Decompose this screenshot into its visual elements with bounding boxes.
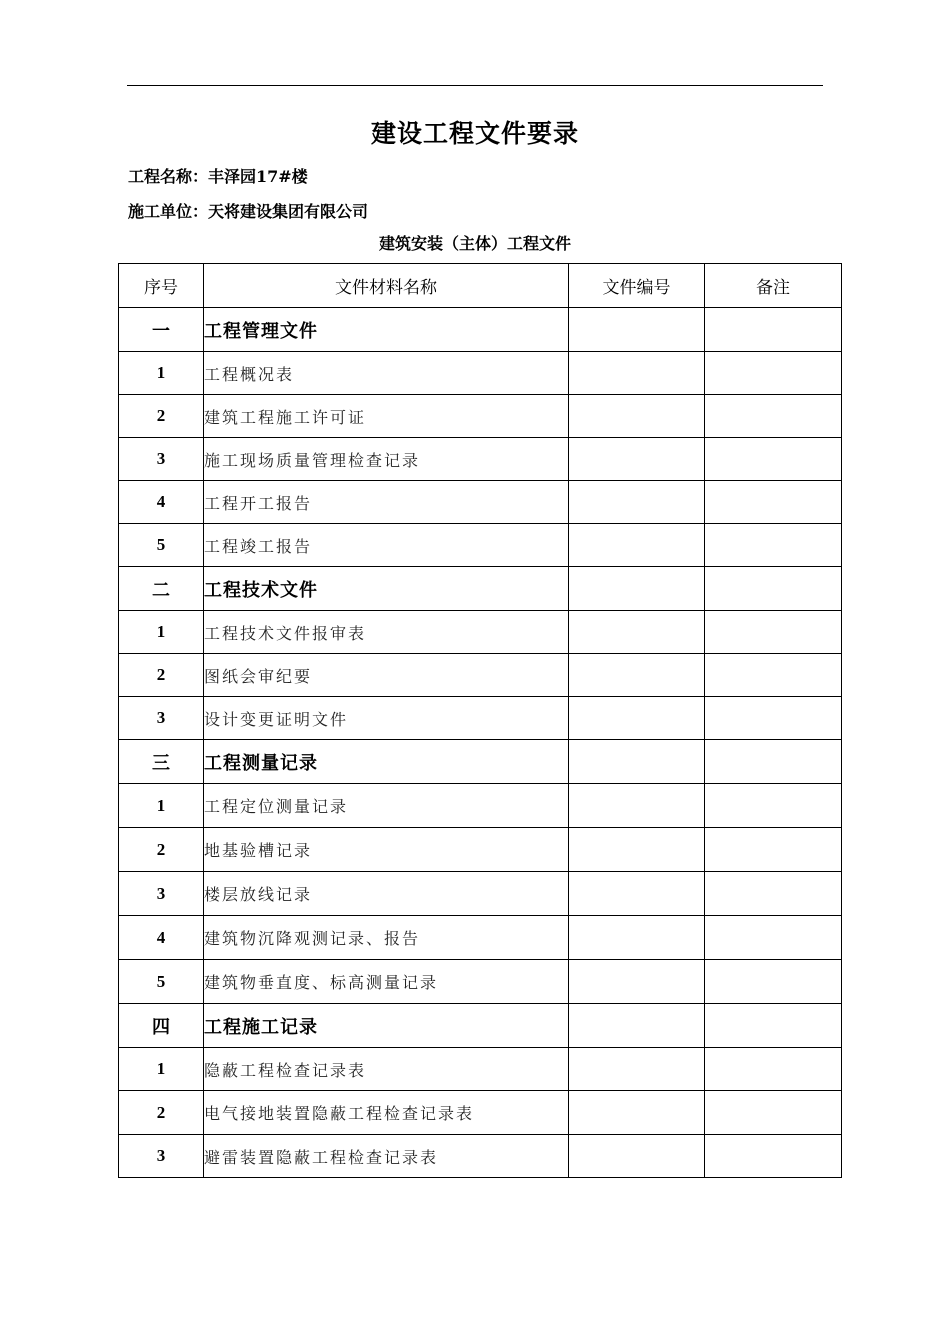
file-code-cell <box>569 438 705 481</box>
table-row <box>119 395 842 438</box>
file-code-cell <box>569 481 705 524</box>
table-header-row <box>119 264 842 308</box>
note-cell <box>705 567 842 611</box>
note-cell <box>705 481 842 524</box>
note-cell <box>705 1091 842 1135</box>
row-number: 1 <box>119 352 204 395</box>
header-file-code: 文件编号 <box>569 264 705 308</box>
note-cell <box>705 352 842 395</box>
table-row <box>119 438 842 481</box>
row-number: 一 <box>119 308 204 352</box>
row-number: 3 <box>119 438 204 481</box>
row-number: 1 <box>119 611 204 654</box>
file-name-cell: 工程施工记录 <box>204 1004 569 1048</box>
table-row <box>119 1091 842 1135</box>
note-cell <box>705 784 842 828</box>
note-cell <box>705 1048 842 1091</box>
row-number: 2 <box>119 395 204 438</box>
file-code-cell <box>569 1135 705 1178</box>
file-code-cell <box>569 352 705 395</box>
file-code-cell <box>569 697 705 740</box>
row-number: 四 <box>119 1004 204 1048</box>
file-code-cell <box>569 872 705 916</box>
note-cell <box>705 828 842 872</box>
header-rule <box>127 85 823 86</box>
table-row <box>119 1048 842 1091</box>
note-cell <box>705 524 842 567</box>
file-name-cell: 图纸会审纪要 <box>204 654 569 697</box>
row-number: 3 <box>119 1135 204 1178</box>
file-name-cell: 建筑物沉降观测记录、报告 <box>204 916 569 960</box>
table-row <box>119 654 842 697</box>
file-code-cell <box>569 567 705 611</box>
header-file-name: 文件材料名称 <box>204 264 569 308</box>
file-name-cell: 工程竣工报告 <box>204 524 569 567</box>
row-number: 二 <box>119 567 204 611</box>
file-name-cell: 楼层放线记录 <box>204 872 569 916</box>
header-number: 序号 <box>119 264 204 308</box>
table-row <box>119 481 842 524</box>
row-number: 2 <box>119 828 204 872</box>
row-number: 5 <box>119 960 204 1004</box>
file-code-cell <box>569 654 705 697</box>
section-row <box>119 308 842 352</box>
table-row <box>119 828 842 872</box>
section-row <box>119 567 842 611</box>
note-cell <box>705 1135 842 1178</box>
file-list-table <box>118 263 842 1178</box>
row-number: 三 <box>119 740 204 784</box>
table-row <box>119 960 842 1004</box>
file-name-cell: 工程管理文件 <box>204 308 569 352</box>
row-number: 4 <box>119 916 204 960</box>
row-number: 4 <box>119 481 204 524</box>
row-number: 2 <box>119 654 204 697</box>
note-cell <box>705 916 842 960</box>
file-code-cell <box>569 960 705 1004</box>
row-number: 1 <box>119 1048 204 1091</box>
file-name-cell: 工程技术文件报审表 <box>204 611 569 654</box>
file-name-cell: 工程测量记录 <box>204 740 569 784</box>
file-name-cell: 工程定位测量记录 <box>204 784 569 828</box>
table-body <box>119 308 842 1178</box>
table-subtitle: 建筑安装（主体）工程文件 <box>378 234 571 253</box>
file-name-cell: 建筑工程施工许可证 <box>204 395 569 438</box>
file-name-cell: 工程技术文件 <box>204 567 569 611</box>
note-cell <box>705 872 842 916</box>
row-number: 2 <box>119 1091 204 1135</box>
note-cell <box>705 438 842 481</box>
section-row <box>119 1004 842 1048</box>
file-name-cell: 设计变更证明文件 <box>204 697 569 740</box>
table-row <box>119 352 842 395</box>
file-code-cell <box>569 524 705 567</box>
table-row <box>119 524 842 567</box>
file-name-cell: 工程概况表 <box>204 352 569 395</box>
table-row <box>119 611 842 654</box>
file-code-cell <box>569 740 705 784</box>
note-cell <box>705 1004 842 1048</box>
file-code-cell <box>569 828 705 872</box>
file-code-cell <box>569 611 705 654</box>
file-code-cell <box>569 1048 705 1091</box>
document-title: 建设工程文件要录 <box>370 119 579 148</box>
row-number: 1 <box>119 784 204 828</box>
note-cell <box>705 395 842 438</box>
table-row <box>119 916 842 960</box>
file-name-cell: 避雷装置隐蔽工程检查记录表 <box>204 1135 569 1178</box>
file-code-cell <box>569 308 705 352</box>
file-code-cell <box>569 784 705 828</box>
row-number: 5 <box>119 524 204 567</box>
row-number: 3 <box>119 872 204 916</box>
file-name-cell: 电气接地装置隐蔽工程检查记录表 <box>204 1091 569 1135</box>
table-row <box>119 1135 842 1178</box>
table-row <box>119 697 842 740</box>
header-note: 备注 <box>705 264 842 308</box>
file-name-cell: 施工现场质量管理检查记录 <box>204 438 569 481</box>
file-name-cell: 工程开工报告 <box>204 481 569 524</box>
file-code-cell <box>569 916 705 960</box>
construction-unit: 施工单位：天将建设集团有限公司 <box>128 202 369 221</box>
file-name-cell: 建筑物垂直度、标高测量记录 <box>204 960 569 1004</box>
table-row <box>119 784 842 828</box>
file-code-cell <box>569 1091 705 1135</box>
file-code-cell <box>569 395 705 438</box>
note-cell <box>705 740 842 784</box>
note-cell <box>705 654 842 697</box>
file-name-cell: 地基验槽记录 <box>204 828 569 872</box>
note-cell <box>705 611 842 654</box>
note-cell <box>705 697 842 740</box>
file-code-cell <box>569 1004 705 1048</box>
row-number: 3 <box>119 697 204 740</box>
table-row <box>119 872 842 916</box>
section-row <box>119 740 842 784</box>
note-cell <box>705 308 842 352</box>
project-name: 工程名称：丰泽园17#楼 <box>128 167 308 186</box>
note-cell <box>705 960 842 1004</box>
file-name-cell: 隐蔽工程检查记录表 <box>204 1048 569 1091</box>
